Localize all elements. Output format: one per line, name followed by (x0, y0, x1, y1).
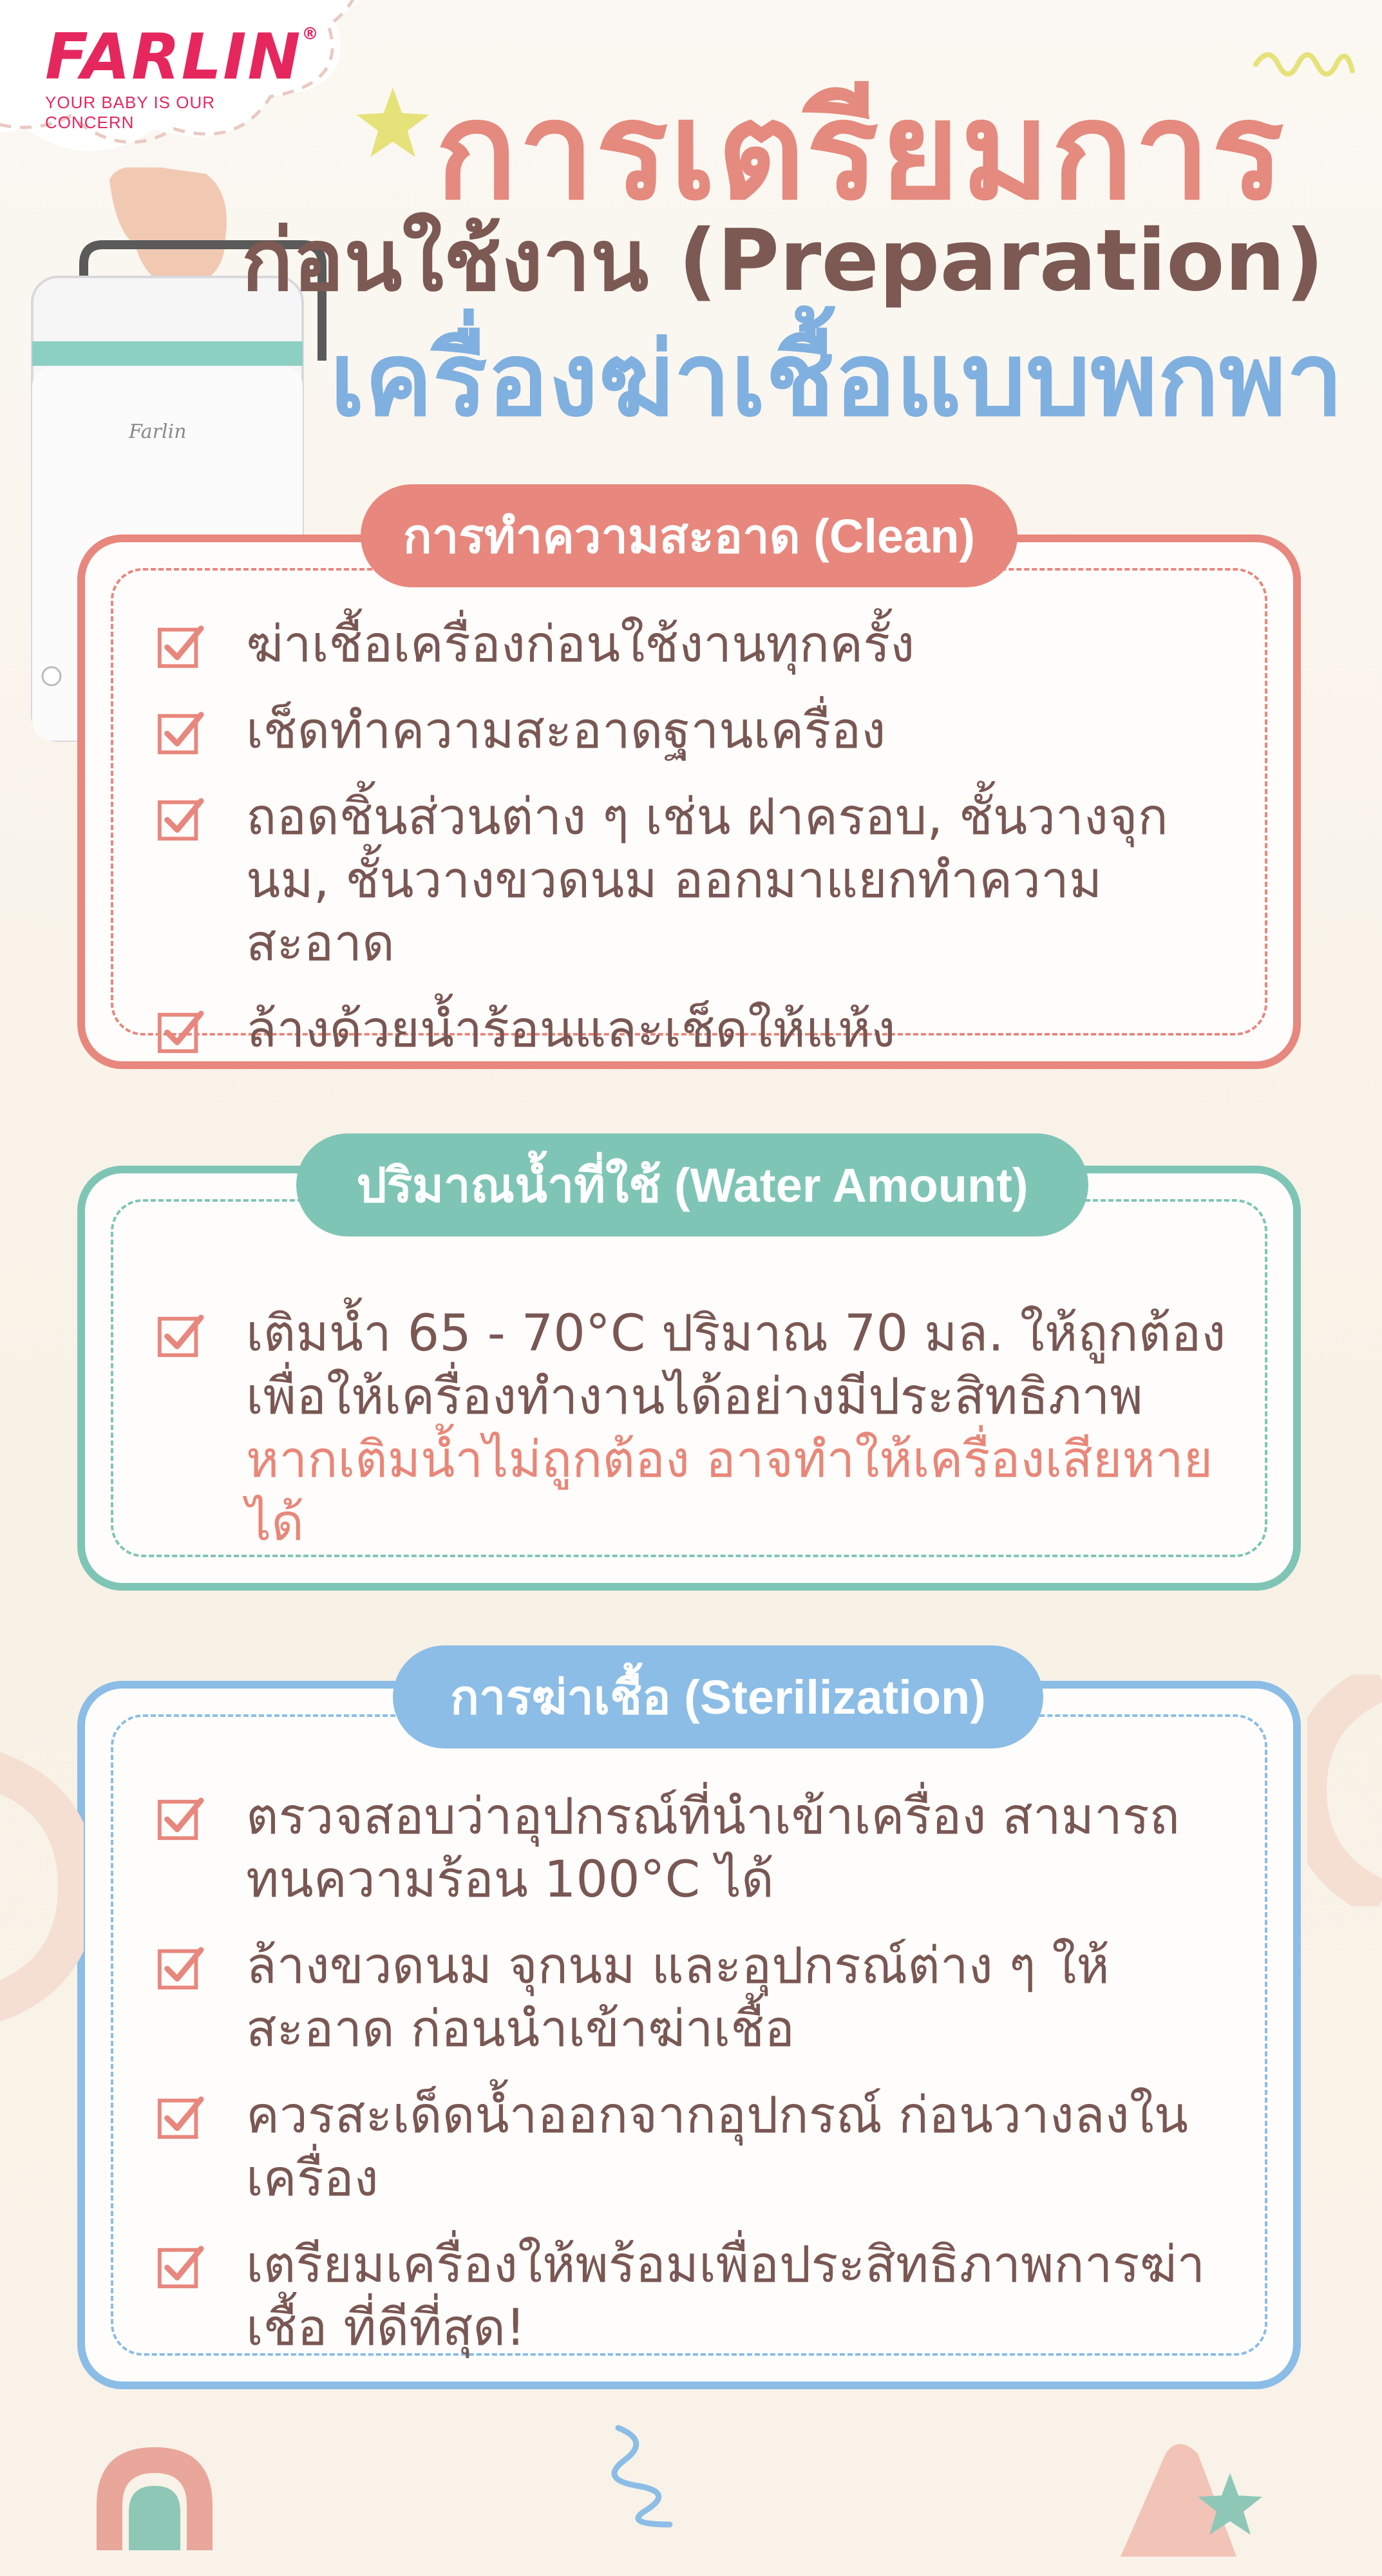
checkbox-check-icon (156, 795, 206, 845)
logo-wordmark: FARLIN (45, 21, 302, 94)
checkbox-check-icon (156, 708, 206, 759)
list-item (156, 786, 1242, 975)
triangle-star-icon (1108, 2434, 1275, 2563)
list-item (156, 1302, 1242, 1555)
sterilization-list (156, 1785, 1242, 2383)
water-warning-text: หากเติมน้ำไม่ถูกต้อง อาจทำให้เครื่องเสียหายได้ (246, 1431, 1213, 1552)
title-line-1: การเตรียมการ (435, 72, 1285, 230)
farlin-logo (45, 21, 320, 133)
water-item-text: เติมน้ำ 65 - 70°C ปริมาณ 70 มล. ให้ถูกต้อง เพื่อให้เครื่องทำงานได้อย่างมีประสิทธิภาพ (246, 1305, 1226, 1426)
clean-list (156, 613, 1242, 1084)
side-arc-decoration (1307, 1674, 1382, 1906)
sterilization-item-text: ล้างขวดนม จุกนม และอุปกรณ์ต่าง ๆ ให้สะอาด ก่อนนำเข้าฆ่าเชื้อ (246, 1937, 1110, 2058)
title-line-2: ก่อนใช้งาน (Preparation) (241, 211, 1324, 310)
checkbox-check-icon (156, 1311, 206, 1361)
sterilization-card (77, 1681, 1301, 2389)
sterilization-item-text: เตรียมเครื่องให้พร้อมเพื่อประสิทธิภาพการฆ่าเชื้อ ที่ดีที่สุด! (246, 2236, 1206, 2357)
side-arc-decoration (0, 1752, 84, 2022)
list-item (156, 699, 1242, 762)
rainbow-icon (84, 2421, 225, 2563)
clean-card (77, 535, 1301, 1069)
list-item (156, 1935, 1242, 2061)
checkbox-check-icon (156, 1007, 206, 1057)
clean-item-text: ฆ่าเชื้อเครื่องก่อนใช้งานทุกครั้ง (246, 616, 915, 674)
registered-mark: ® (301, 24, 320, 44)
logo-tagline: YOUR BABY IS OUR CONCERN (45, 93, 216, 132)
clean-item-text: ล้างด้วยน้ำร้อนและเช็ดให้แห้ง (246, 1001, 896, 1059)
clean-item-text: เช็ดทำความสะอาดฐานเครื่อง (246, 702, 886, 760)
list-item (156, 1785, 1242, 1911)
clean-item-text: ถอดชิ้นส่วนต่าง ๆ เช่น ฝาครอบ, ชั้นวางจุกนม, ชั้นวางขวดนม ออกมาแยกทำความสะอาด (246, 788, 1168, 972)
sterilization-item-text: ควรสะเด็ดน้ำออกจากอุปกรณ์ ก่อนวางลงในเครื่อง (246, 2087, 1189, 2208)
star-icon (354, 84, 431, 161)
sterilization-item-text: ตรวจสอบว่าอุปกรณ์ที่นำเข้าเครื่อง สามารถทนความร้อน 100°C ได้ (246, 1788, 1180, 1909)
clean-heading-pill: การทำความสะอาด (Clean) (361, 484, 1018, 587)
water-list (156, 1302, 1242, 1578)
title-line-3: เครื่องฆ่าเชื้อแบบพกพา (330, 321, 1343, 439)
checkbox-check-icon (156, 2093, 206, 2143)
list-item (156, 2084, 1242, 2210)
list-item (156, 2233, 1242, 2360)
checkbox-check-icon (156, 1794, 206, 1844)
checkbox-check-icon (156, 622, 206, 672)
device-label: Farlin (129, 421, 187, 443)
water-heading-pill: ปริมาณน้ำที่ใช้ (Water Amount) (296, 1133, 1088, 1236)
checkbox-check-icon (156, 2242, 206, 2293)
list-item (156, 613, 1242, 676)
squiggle-icon (599, 2421, 689, 2531)
sterilization-heading-pill: การฆ่าเชื้อ (Sterilization) (393, 1645, 1043, 1748)
list-item (156, 998, 1242, 1061)
checkbox-check-icon (156, 1944, 206, 1994)
